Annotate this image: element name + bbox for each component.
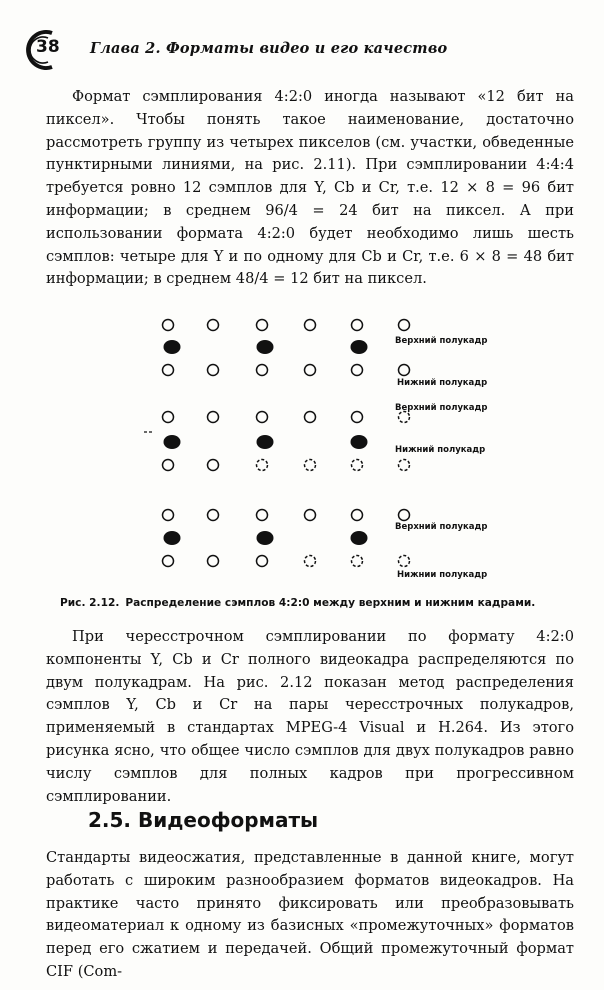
luma-sample — [399, 365, 410, 376]
luma-sample — [208, 412, 219, 423]
page-badge — [22, 30, 72, 70]
luma-sample — [305, 412, 316, 423]
page-number: 38 — [36, 37, 60, 57]
luma-sample — [257, 556, 268, 567]
label-bottom-field: Нижний полукадр — [395, 445, 486, 455]
luma-sample — [399, 556, 410, 567]
label-top-field: Верхний полукадр — [395, 522, 488, 532]
luma-sample — [305, 510, 316, 521]
luma-sample — [208, 460, 219, 471]
luma-sample — [399, 320, 410, 331]
luma-sample — [305, 556, 316, 567]
luma-sample — [399, 460, 410, 471]
luma-sample — [163, 556, 174, 567]
chroma-sample — [351, 340, 368, 354]
luma-sample — [257, 460, 268, 471]
luma-sample — [208, 365, 219, 376]
luma-sample — [208, 510, 219, 521]
chroma-sample — [164, 340, 181, 354]
label-top-field: Верхний полукадр — [395, 336, 488, 346]
paragraph-1: Формат сэмплирования 4:2:0 иногда называют «12 бит на пиксел». Чтобы понять такое наименование, достаточно рассмотреть группу из четырех пикселов (см. участки, обведенные пунктирными линиями, на рис. 2.11). При сэмплировании 4:4:4 требуется ровно 12 сэмплов для Y, Cb и Cr, т.е. 12 × 8 = 96 бит информации; в среднем 96/4 = 24 бит на пиксел. А при использовании формата 4:2:0 будет необходимо лишь шесть сэмплов: четыре для Y и по одному для Cb и Cr, т.е. 6 × 8 = 48 бит информации; в среднем 48/4 = 12 бит на пиксел. — [46, 88, 574, 288]
chroma-sample — [351, 435, 368, 449]
luma-sample — [399, 510, 410, 521]
luma-sample — [352, 460, 363, 471]
luma-sample — [352, 365, 363, 376]
luma-sample — [352, 556, 363, 567]
luma-sample — [257, 320, 268, 331]
chroma-sample — [164, 531, 181, 545]
luma-sample — [257, 365, 268, 376]
luma-sample — [305, 460, 316, 471]
field-group-1 — [163, 320, 488, 389]
page-header — [22, 30, 582, 70]
caption-lead: Рис. 2.12. — [60, 597, 120, 609]
chroma-sample — [351, 531, 368, 545]
luma-sample — [163, 365, 174, 376]
luma-sample — [208, 320, 219, 331]
luma-sample — [352, 412, 363, 423]
paragraph-3: Стандарты видеосжатия, представленные в данной книге, могут работать с широким разнообразием форматов видеокадров. На практике часто принято фиксировать или преобразовывать видеоматериал к одному из базисных «промежуточных» форматов перед его сжатием и передачей. Общий промежуточный формат CIF (Com- — [46, 849, 574, 980]
figure-caption — [60, 597, 580, 609]
label-bottom-field: Нижний полукадр — [397, 378, 488, 388]
luma-sample — [163, 510, 174, 521]
chroma-sample — [257, 531, 274, 545]
luma-sample — [305, 365, 316, 376]
luma-sample — [163, 412, 174, 423]
field-group-3 — [163, 510, 488, 581]
paragraph-2: При чересстрочном сэмплировании по формату 4:2:0 компоненты Y, Cb и Cr полного видеокадра распределяются по двум полукадрам. На рис. 2.12 показан метод распределения сэмплов Y, Cb и Cr на пары чересстрочных полукадров, применяемый в стандартах MPEG-4 Visual и H.264. Из этого рисунка ясно, что общее число сэмплов для двух полукадров равно числу сэмплов для полных кадров при прогрессивном сэмплировании. — [46, 628, 574, 805]
chroma-sample — [164, 435, 181, 449]
label-top-field: Верхний полукадр — [395, 403, 488, 413]
luma-sample — [352, 320, 363, 331]
luma-sample — [352, 510, 363, 521]
field-group-2 — [144, 403, 488, 471]
luma-sample — [399, 412, 410, 423]
luma-sample — [305, 320, 316, 331]
section-heading: 2.5. Видеоформаты — [88, 808, 319, 832]
caption-text: Распределение сэмплов 4:2:0 между верхним и нижним кадрами. — [125, 597, 536, 609]
luma-sample — [163, 460, 174, 471]
luma-sample — [208, 556, 219, 567]
chroma-sample — [257, 340, 274, 354]
figure-2-12 — [140, 310, 510, 585]
luma-sample — [257, 412, 268, 423]
running-title: Глава 2. Форматы видео и его качество — [90, 40, 448, 57]
label-bottom-field: Нижнии полукадр — [397, 570, 488, 580]
chroma-sample — [257, 435, 274, 449]
luma-sample — [163, 320, 174, 331]
luma-sample — [257, 510, 268, 521]
